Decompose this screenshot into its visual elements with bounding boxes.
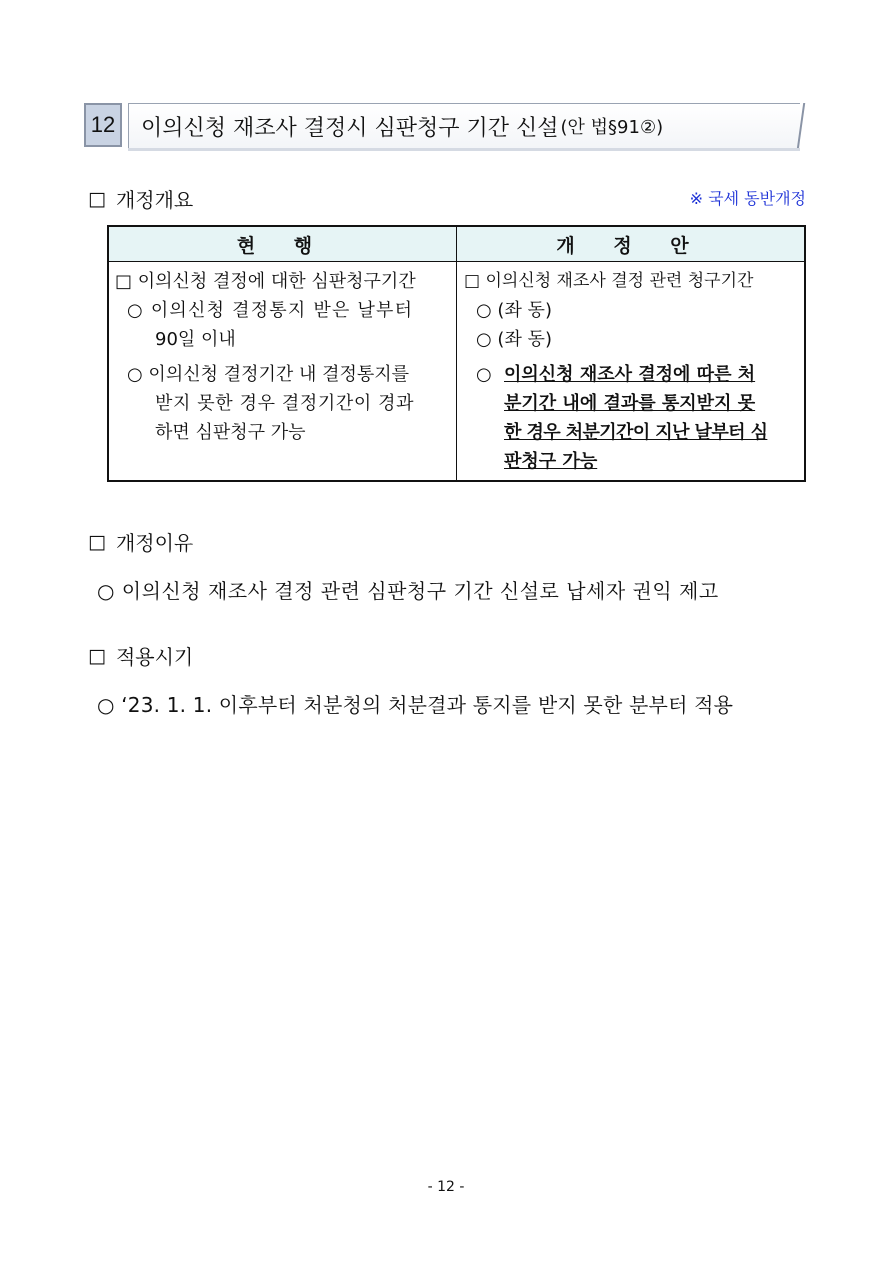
timing-text: ○ ‘23. 1. 1. 이후부터 처분청의 처분결과 통지를 받지 못한 분부터 적용 [97, 693, 734, 717]
title-shadow [128, 148, 800, 151]
current-line: 하면 심판청구 가능 [155, 422, 306, 443]
section-overview-label: 개정개요 [115, 188, 194, 212]
reason-text: ○ 이의신청 재조사 결정 관련 심판청구 기간 신설로 납세자 권익 제고 [97, 579, 719, 603]
section-overview [88, 184, 193, 213]
header-new: 개 정 안 [556, 234, 705, 257]
checkbox-icon: □ [88, 187, 106, 210]
new-line: ○ (좌 동) [476, 300, 552, 321]
new-emphasis: 분기간 내에 결과를 통지받지 못 [504, 393, 756, 414]
new-emphasis: 한 경우 처분기간이 지난 날부터 심 [504, 422, 768, 443]
checkbox-icon: □ [88, 530, 106, 553]
item-number-badge: 12 [84, 103, 122, 147]
header-current: 현 행 [236, 234, 329, 257]
current-line: 90일 이내 [155, 329, 236, 350]
title-main: 이의신청 재조사 결정시 심판청구 기간 신설 [141, 115, 559, 141]
page-number: - 12 - [427, 1179, 465, 1195]
note: ※ 국세 동반개정 [689, 189, 806, 208]
title-sub: (안 법§91②) [560, 117, 664, 138]
section-timing [88, 641, 193, 670]
bullet-icon: ○ [476, 364, 492, 385]
column-new [464, 267, 800, 476]
current-line: ○ 이의신청 결정통지 받은 날부터 [127, 300, 414, 321]
comparison-table [107, 225, 806, 482]
page-title [128, 103, 800, 149]
new-emphasis: 판청구 가능 [504, 451, 598, 472]
current-line: 받지 못한 경우 결정기간이 경과 [155, 393, 415, 414]
new-line: ○ (좌 동) [476, 329, 552, 350]
new-emphasis: 이의신청 재조사 결정에 따른 처 [504, 364, 756, 385]
column-current [115, 267, 451, 447]
section-timing-label: 적용시기 [115, 645, 194, 669]
new-line: □ 이의신청 재조사 결정 관련 청구기간 [464, 271, 754, 291]
section-reason-label: 개정이유 [115, 531, 194, 555]
column-divider [456, 227, 457, 480]
checkbox-icon: □ [88, 644, 106, 667]
section-reason [88, 527, 193, 556]
title-bar [84, 103, 802, 151]
new-line [464, 360, 800, 389]
current-line: ○ 이의신청 결정기간 내 결정통지를 [127, 364, 410, 385]
current-line: □ 이의신청 결정에 대한 심판청구기간 [115, 271, 416, 292]
